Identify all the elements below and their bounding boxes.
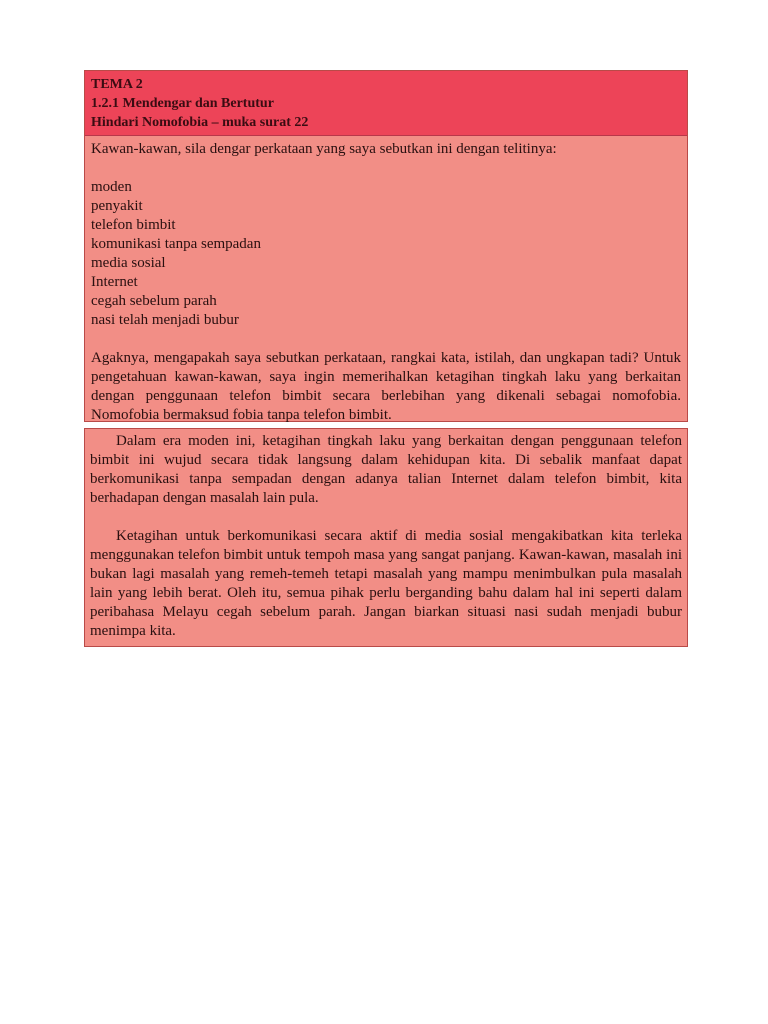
theme-label: TEMA 2 <box>91 77 143 92</box>
lesson-header <box>85 71 687 136</box>
word-item: komunikasi tanpa sempadan <box>91 236 261 252</box>
intro-text: Kawan-kawan, sila dengar perkataan yang saya sebutkan ini dengan telitinya: <box>91 141 557 157</box>
passage-box <box>84 428 688 647</box>
word-item: cegah sebelum parah <box>91 293 217 309</box>
lesson-title: Hindari Nomofobia – muka surat 22 <box>91 115 309 130</box>
passage-paragraph-2: Ketagihan untuk berkomunikasi secara aktif di media sosial mengakibatkan kita terleka menggunakan telefon bimbit untuk tempoh masa yang sangat panjang. Kawan-kawan, masalah ini bukan lagi masalah yang remeh-temeh tetapi masalah yang mampu menimbulkan pula masalah lain yang lebih berat. Oleh itu, semua pihak perlu berganding bahu dalam hal ini seperti dalam peribahasa Melayu cegah sebelum parah. Jangan biarkan situasi nasi sudah menjadi bubur menimpa kita. <box>90 528 682 639</box>
word-list <box>91 178 681 330</box>
word-item: nasi telah menjadi bubur <box>91 312 239 328</box>
word-item: telefon bimbit <box>91 217 176 233</box>
passage-paragraph-1: Dalam era moden ini, ketagihan tingkah laku yang berkaitan dengan penggunaan telefon bimbit ini wujud secara tidak langsung dalam kehidupan kita. Di sebalik manfaat dapat berkomunikasi tanpa sempadan dengan adanya talian Internet dalam telefon bimbit, kita berhadapan dengan masalah lain pula. <box>90 433 682 506</box>
passage-content <box>85 429 687 641</box>
question-paragraph: Agaknya, mengapakah saya sebutkan perkataan, rangkai kata, istilah, dan ungkapan tadi? Untuk pengetahuan kawan-kawan, saya ingin memerihalkan ketagihan tingkah laku yang berkaitan dengan penggunaan telefon bimbit secara berlebihan yang dikenali sebagai nomofobia. Nomofobia bermaksud fobia tanpa telefon bimbit. <box>91 350 681 423</box>
word-item: penyakit <box>91 198 143 214</box>
lesson-box <box>84 70 688 422</box>
word-item: media sosial <box>91 255 166 271</box>
word-item: moden <box>91 179 132 195</box>
section-label: 1.2.1 Mendengar dan Bertutur <box>91 96 274 111</box>
word-item: Internet <box>91 274 138 290</box>
lesson-content <box>85 136 687 425</box>
